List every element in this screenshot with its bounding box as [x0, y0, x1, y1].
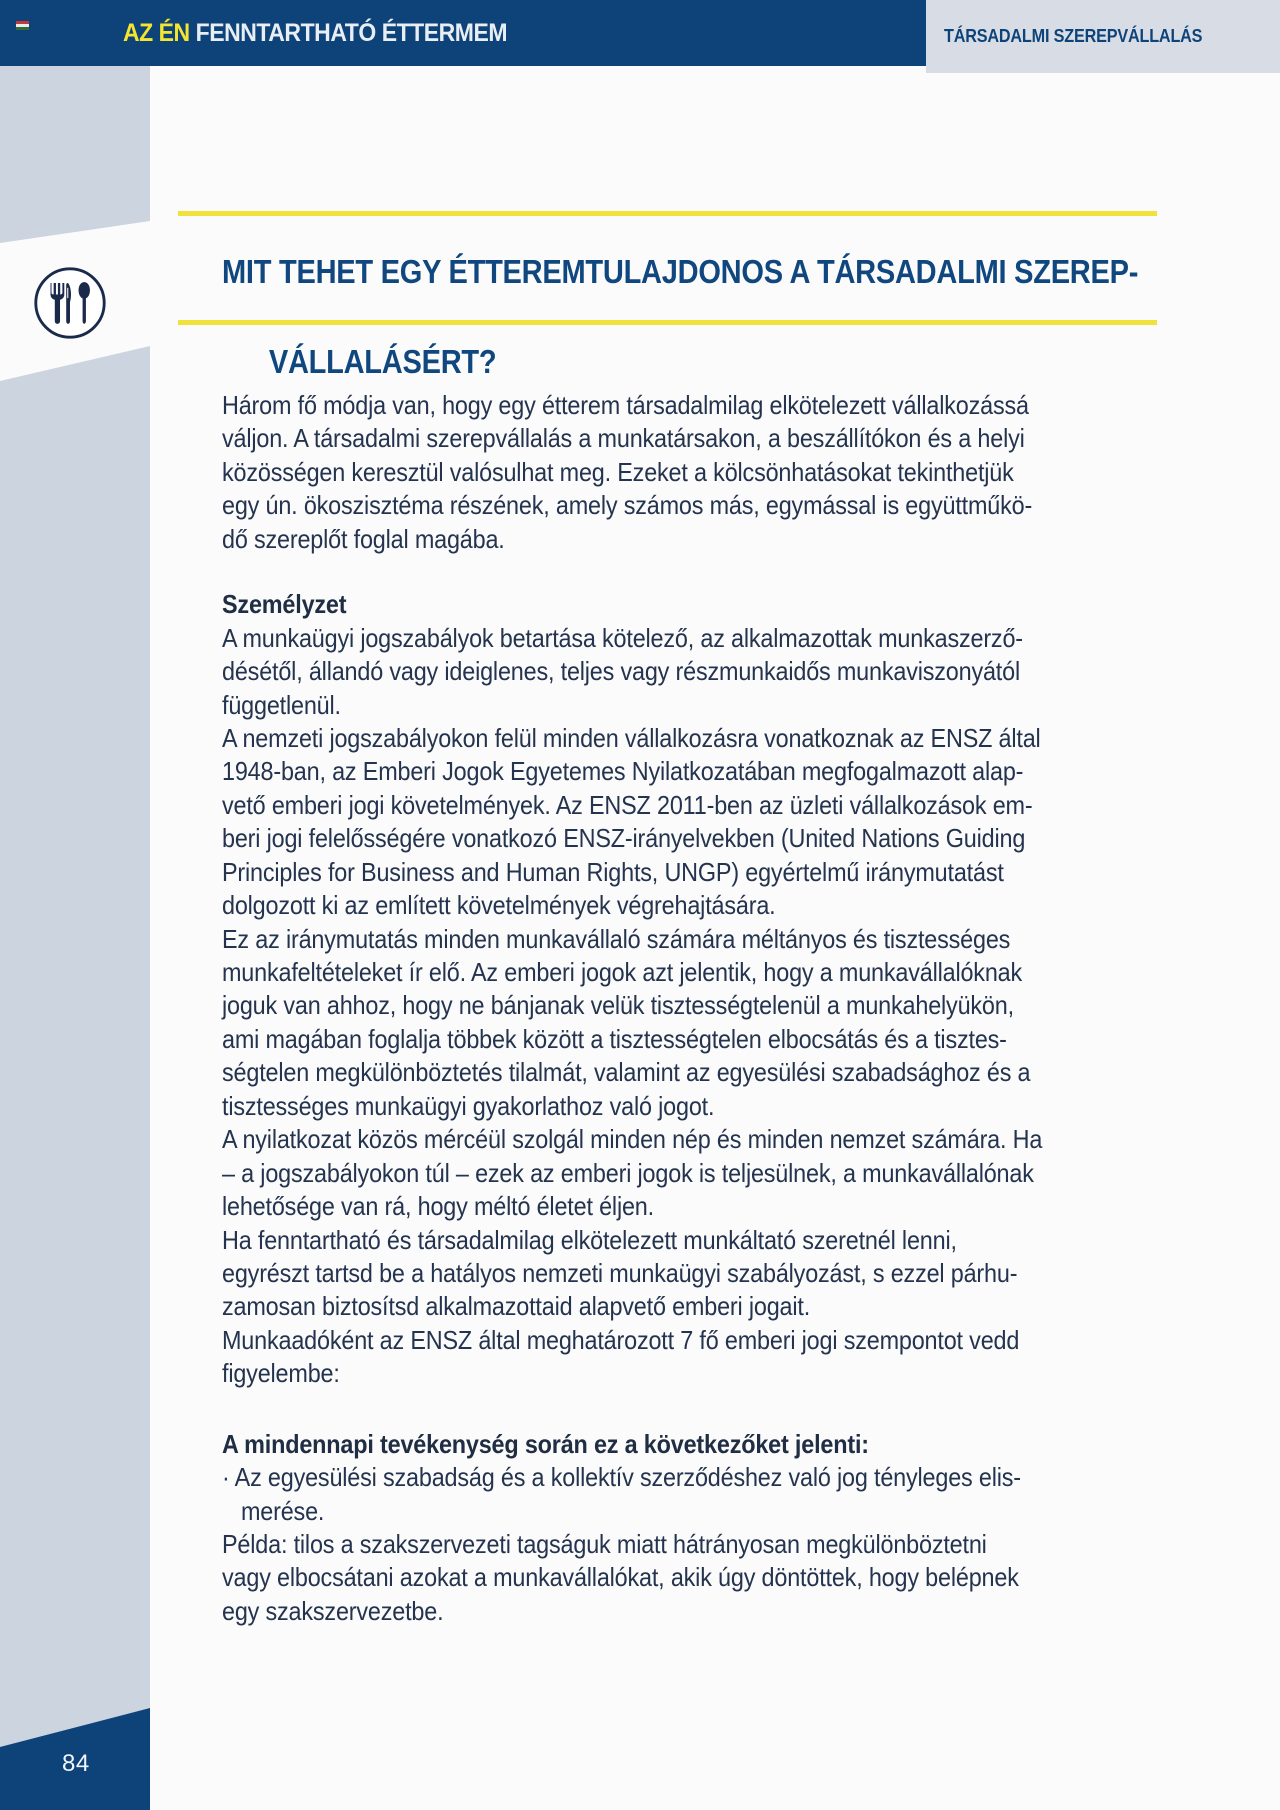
personnel-paragraph	[222, 622, 1163, 1391]
text-line: 1948-ban, az Emberi Jogok Egyetemes Nyilatkozatában megfogalmazott alap-	[222, 756, 1024, 787]
text-line: A munkaügyi jogszabályok betartása kötelező, az alkalmazottak munkaszerző-	[222, 622, 1023, 653]
text-line: A nemzeti jogszabályokon felül minden vállalkozásra vonatkoznak az ENSZ által	[222, 722, 1041, 753]
page-number: 84	[62, 1750, 90, 1777]
text-line: függetlenül.	[222, 689, 341, 720]
text-line: Ez az iránymutatás minden munkavállaló számára méltányos és tisztességes	[222, 923, 1011, 954]
text-line: vető emberi jogi követelmények. Az ENSZ 2011-ben az üzleti vállalkozások em-	[222, 789, 1033, 820]
text-line: vagy elbocsátani azokat a munkavállalókat, akik úgy döntöttek, hogy belépnek	[222, 1562, 1019, 1593]
text-line: désétől, állandó vagy ideiglenes, teljes vagy részmunkaidős munkaviszonyától	[222, 656, 1020, 687]
daily-activity-paragraph	[222, 1461, 1163, 1628]
text-line: lehetősége van rá, hogy méltó életet éljen.	[222, 1191, 654, 1222]
header-title-highlight: AZ ÉN	[123, 18, 190, 47]
text-line: közösségen keresztül valósulhat meg. Ezeket a kölcsönhatásokat tekinthetjük	[222, 456, 1014, 487]
text-line: merése.	[222, 1495, 325, 1526]
personnel-heading: Személyzet	[222, 589, 347, 620]
text-line: Három fő módja van, hogy egy étterem társadalmilag elkötelezett vállalkozássá	[222, 390, 1029, 420]
text-line: Példa: tilos a szakszervezeti tagságuk miatt hátrányosan megkülönböztetni	[222, 1529, 987, 1559]
text-line: · Az egyesülési szabadság és a kollektív szerződéshez való jog tényleges elis-	[222, 1462, 1021, 1493]
text-line: figyelembe:	[222, 1358, 340, 1389]
text-line: beri jogi felelősségére vonatkozó ENSZ-irányelvekben (United Nations Guiding	[222, 823, 1026, 854]
text-line: zamosan biztosítsd alkalmazottaid alapvető emberi jogait.	[222, 1291, 811, 1322]
text-line: A nyilatkozat közös mércéül szolgál minden nép és minden nemzet számára. Ha	[222, 1124, 1043, 1155]
page-title-line1: MIT TEHET EGY ÉTTEREMTULAJDONOS A TÁRSADALMI SZEREP-	[222, 253, 1139, 291]
cutlery-icon	[32, 265, 108, 341]
text-line: egy szakszervezetbe.	[222, 1595, 444, 1626]
text-line: ségtelen megkülönböztetés tilalmát, valamint az egyesülési szabadsághoz és a	[222, 1057, 1031, 1088]
header-title	[123, 0, 507, 66]
text-line: Munkaadóként az ENSZ által meghatározott 7 fő emberi jogi szempontot vedd	[222, 1324, 1020, 1355]
page-title	[222, 249, 1138, 384]
sidebar	[0, 66, 150, 1810]
heading-rule-top	[178, 211, 1157, 216]
header-title-rest: FENNTARTHATÓ ÉTTERMEM	[189, 18, 508, 47]
text-line: – a jogszabályokon túl – ezek az emberi jogok is teljesülnek, a munkavállalónak	[222, 1157, 1034, 1188]
hungarian-flag-icon	[16, 21, 29, 30]
body-text	[222, 389, 1163, 1628]
text-line: váljon. A társadalmi szerepvállalás a munkatársakon, a beszállítókon és a helyi	[222, 423, 1025, 454]
text-line: tisztességes munkaügyi gyakorlathoz való jogot.	[222, 1090, 715, 1121]
daily-activity-heading: A mindennapi tevékenység során ez a következőket jelenti:	[222, 1428, 869, 1459]
text-line: Ha fenntartható és társadalmilag elkötelezett munkáltató szeretnél lenni,	[222, 1224, 957, 1255]
text-line: egyrészt tartsd be a hatályos nemzeti munkaügyi szabályozást, s ezzel párhu-	[222, 1257, 1018, 1288]
header-section-panel	[926, 0, 1280, 73]
text-line: dolgozott ki az említett követelmények végrehajtására.	[222, 890, 776, 921]
text-line: joguk van ahhoz, hogy ne bánjanak velük tisztességtelenül a munkahelyükön,	[222, 990, 1014, 1021]
spacer	[222, 556, 1163, 588]
page-title-line2: VÁLLALÁSÉRT?	[268, 343, 497, 381]
heading-rule-bottom	[178, 320, 1157, 325]
text-line: ami magában foglalja többek között a tisztességtelen elbocsátás és a tisztes-	[222, 1023, 1007, 1054]
intro-paragraph	[222, 389, 1163, 556]
header-section-label: TÁRSADALMI SZEREPVÁLLALÁS	[944, 26, 1203, 46]
text-line: munkafeltételeket ír elő. Az emberi jogok azt jelentik, hogy a munkavállalóknak	[222, 957, 1023, 987]
text-line: dő szereplőt foglal magába.	[222, 523, 505, 554]
text-line: egy ún. ökoszisztéma részének, amely számos más, egymással is együttműkö-	[222, 490, 1033, 521]
text-line: Principles for Business and Human Rights, UNGP) egyértelmű iránymutatást	[222, 856, 1004, 887]
spacer	[222, 1391, 1163, 1428]
